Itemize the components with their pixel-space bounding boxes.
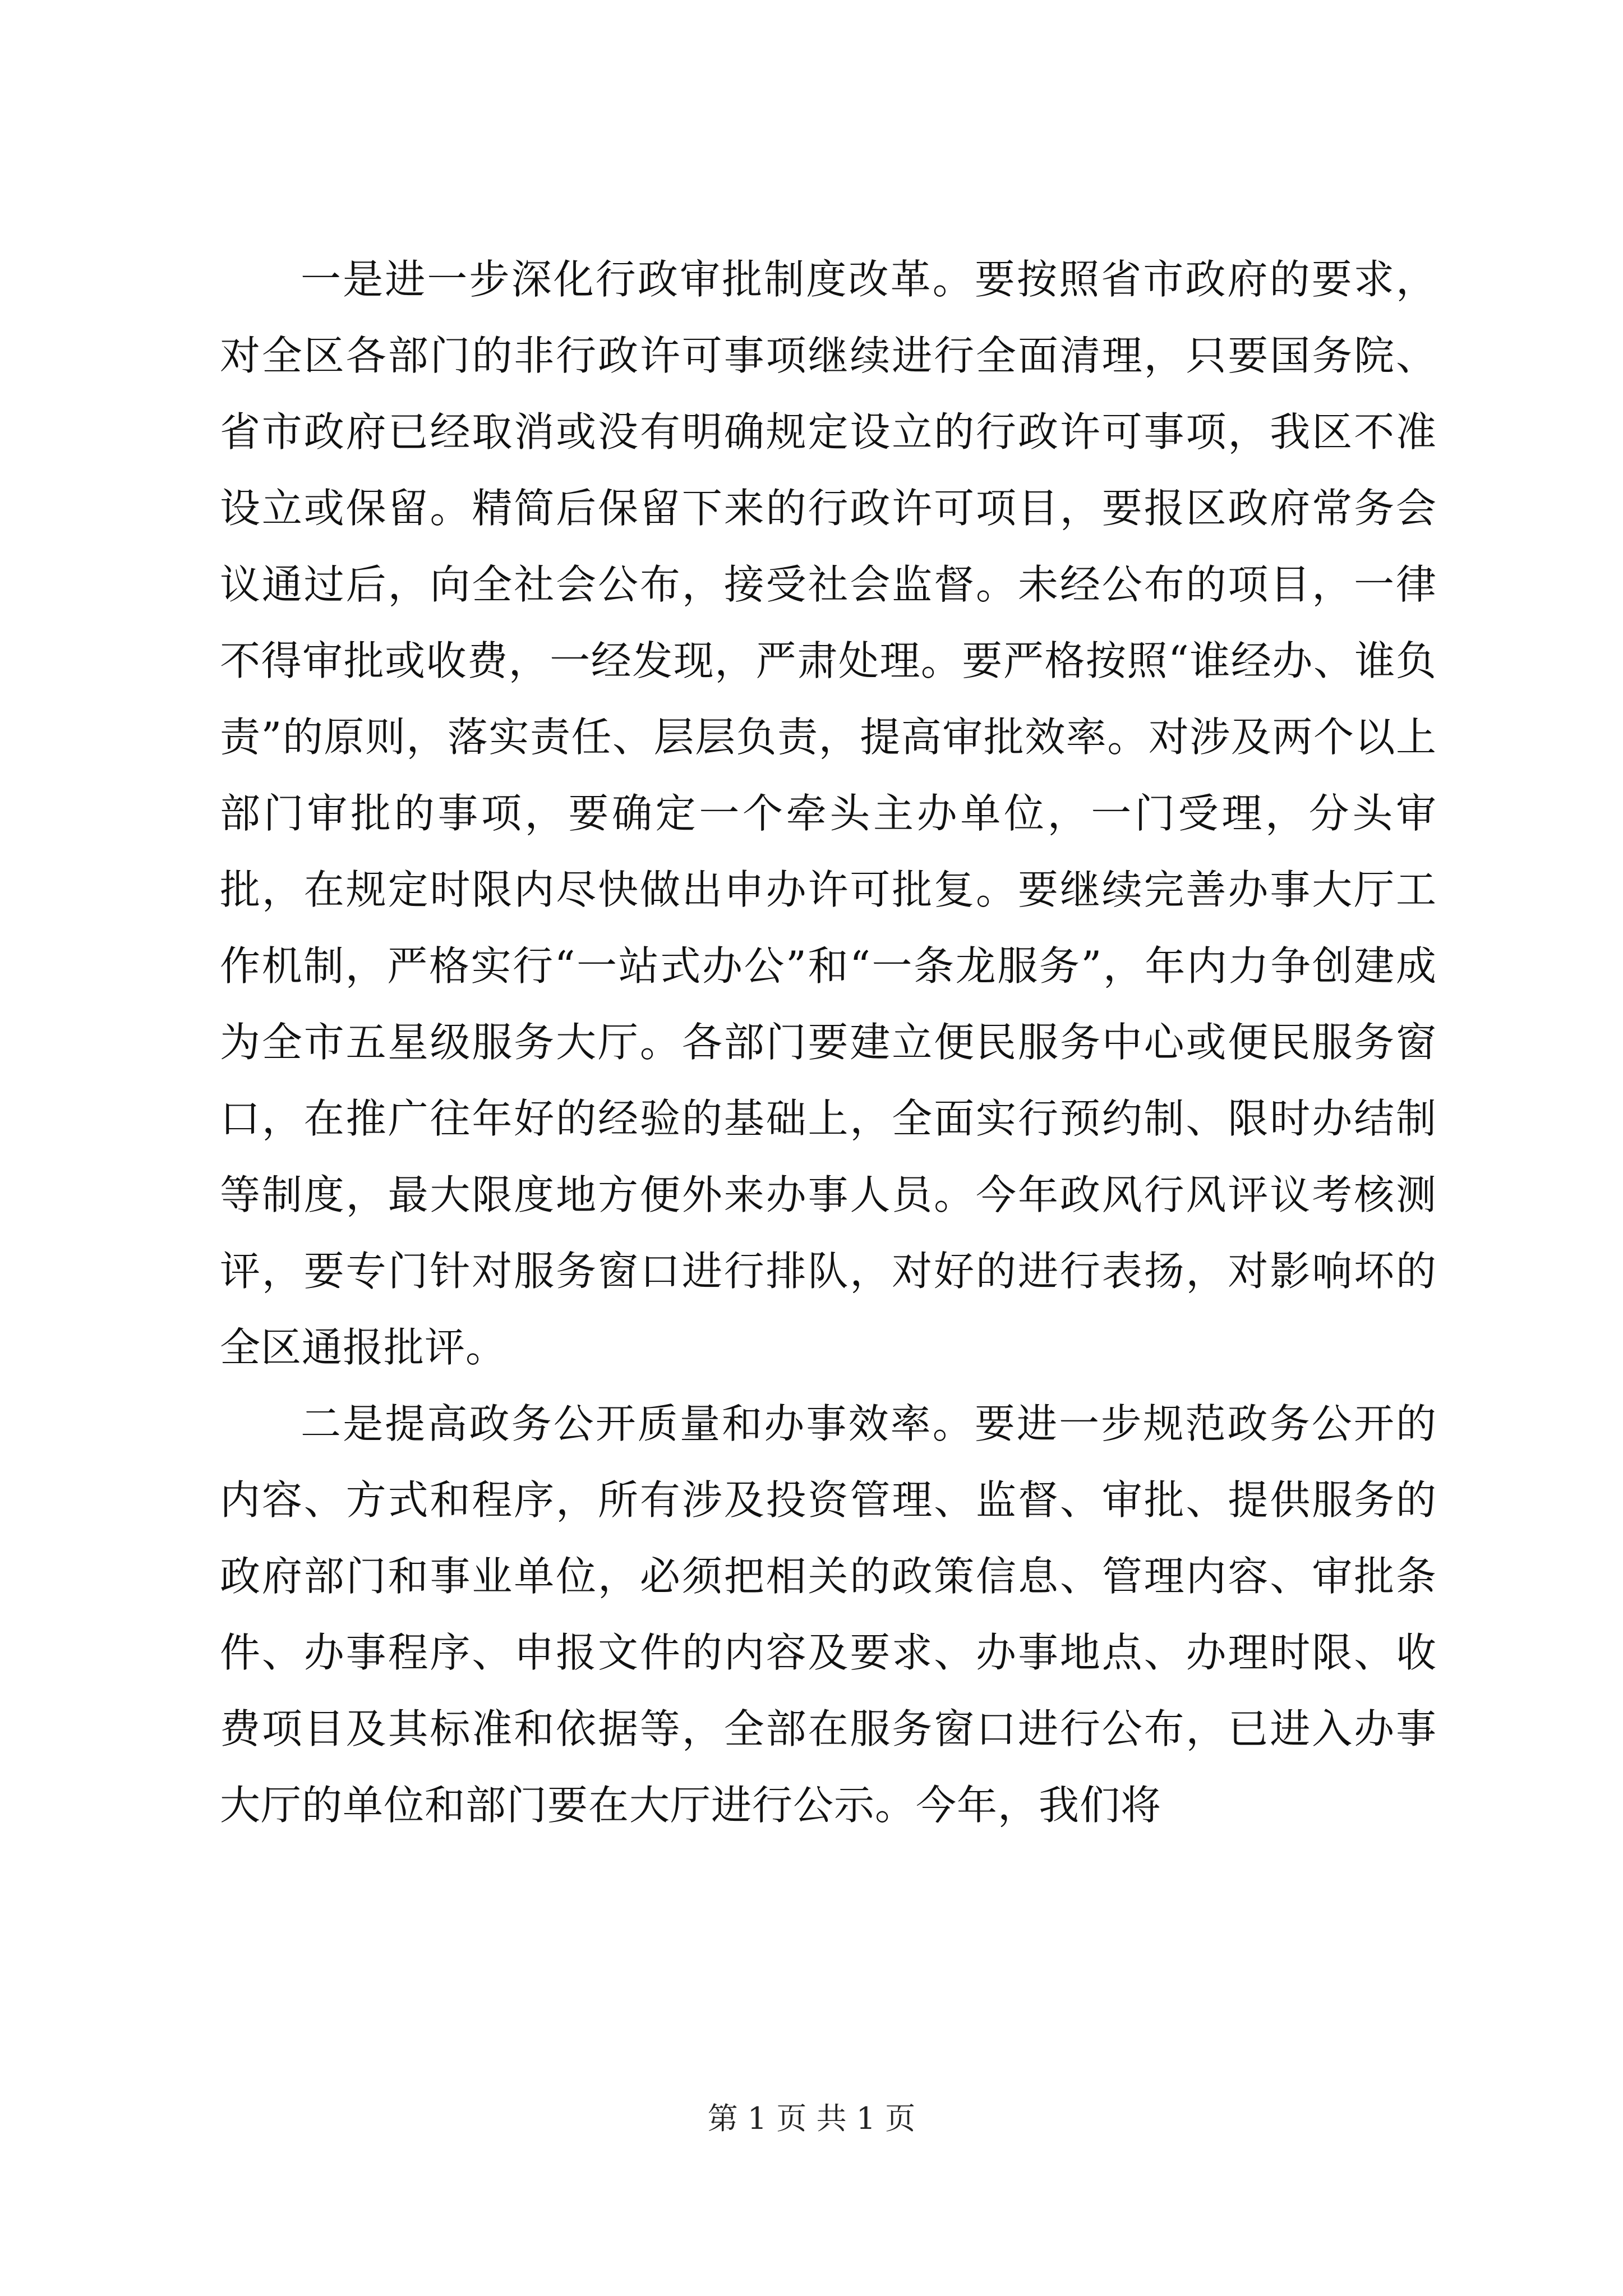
document-body	[220, 241, 1437, 1843]
paragraph-approval-reform: 一是进一步深化行政审批制度改革。要按照省市政府的要求，对全区各部门的非行政许可事项继续进行全面清理，只要国务院、省市政府已经取消或没有明确规定设立的行政许可事项，我区不准设立或保留。精简后保留下来的行政许可项目，要报区政府常务会议通过后，向全社会公布，接受社会监督。未经公布的项目，一律不得审批或收费，一经发现，严肃处理。要严格按照“谁经办、谁负责”的原则，落实责任、层层负责，提高审批效率。对涉及两个以上部门审批的事项，要确定一个牵头主办单位，一门受理，分头审批，在规定时限内尽快做出申办许可批复。要继续完善办事大厅工作机制，严格实行“一站式办公”和“一条龙服务”，年内力争创建成为全市五星级服务大厅。各部门要建立便民服务中心或便民服务窗口，在推广往年好的经验的基础上，全面实行预约制、限时办结制等制度，最大限度地方便外来办事人员。今年政风行风评议考核测评，要专门针对服务窗口进行排队，对好的进行表扬，对影响坏的全区通报批评。	[220, 256, 1437, 1371]
page-footer	[0, 2099, 1623, 2138]
page-number-label: 第 1 页 共 1 页	[707, 2101, 916, 2136]
paragraph-government-transparency: 二是提高政务公开质量和办事效率。要进一步规范政务公开的内容、方式和程序，所有涉及投资管理、监督、审批、提供服务的政府部门和事业单位，必须把相关的政策信息、管理内容、审批条件、办事程序、申报文件的内容及要求、办事地点、办理时限、收费项目及其标准和依据等，全部在服务窗口进行公布，已进入办事大厅的单位和部门要在大厅进行公示。今年，我们将	[220, 1400, 1437, 1829]
